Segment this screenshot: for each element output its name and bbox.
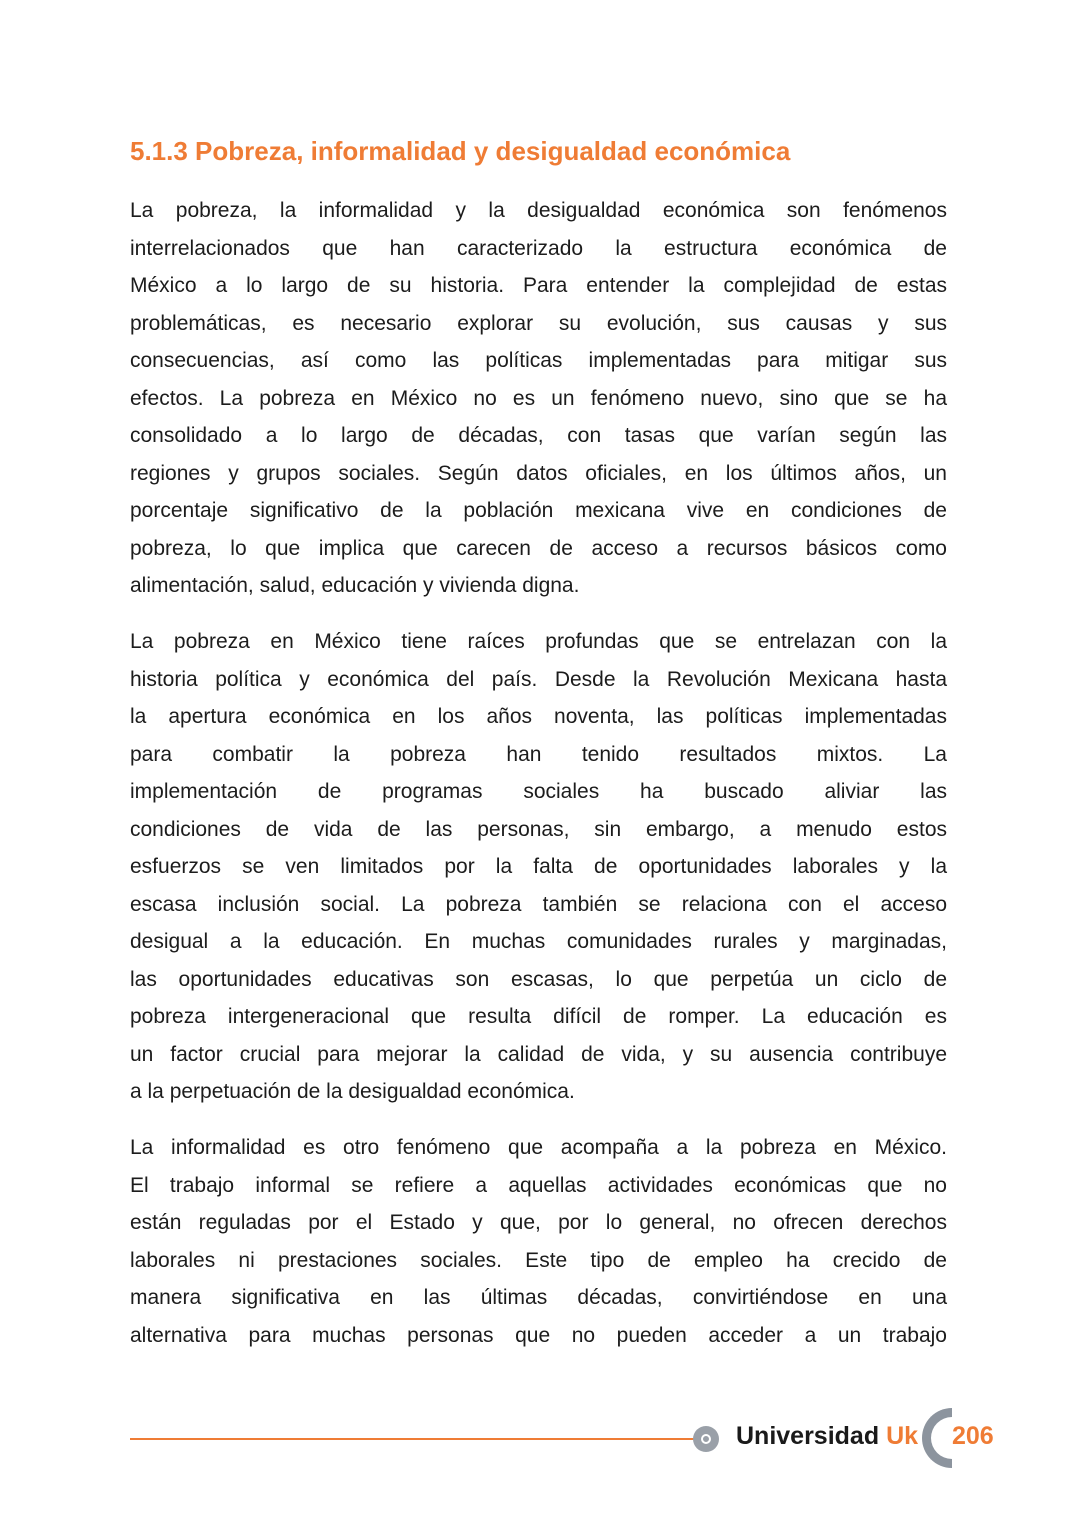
page-number: 206: [952, 1422, 994, 1450]
footer-circle-icon: [693, 1426, 719, 1452]
text-line: pobreza intergeneracional que resulta difícil de romper. La educación es: [130, 1005, 947, 1028]
text-line: para combatir la pobreza han tenido resultados mixtos. La: [130, 742, 947, 766]
text-line: efectos. La pobreza en México no es un fenómeno nuevo, sino que se ha: [130, 386, 947, 410]
text-line: interrelacionados que han caracterizado la estructura económica de: [130, 236, 947, 260]
text-line: pobreza, lo que implica que carecen de acceso a recursos básicos como: [130, 536, 947, 560]
text-line: historia política y económica del país. Desde la Revolución Mexicana hasta: [130, 667, 947, 691]
text-line: la apertura económica en los años noventa, las políticas implementadas: [130, 705, 947, 728]
text-line: condiciones de vida de las personas, sin embargo, a menudo estos: [130, 817, 947, 841]
text-line: a la perpetuación de la desigualdad económica.: [130, 1080, 575, 1103]
text-line: El trabajo informal se refiere a aquellas actividades económicas que no: [130, 1173, 947, 1197]
text-line: México a lo largo de su historia. Para entender la complejidad de estas: [130, 274, 947, 297]
text-line: implementación de programas sociales ha buscado aliviar las: [130, 780, 947, 803]
text-line: están reguladas por el Estado y que, por lo general, no ofrecen derechos: [130, 1211, 947, 1234]
text-line: desigual a la educación. En muchas comunidades rurales y marginadas,: [130, 930, 947, 953]
text-line: alternativa para muchas personas que no pueden acceder a un trabajo: [130, 1323, 947, 1347]
text-line: La informalidad es otro fenómeno que acompaña a la pobreza en México.: [130, 1136, 947, 1159]
footer-brand: [736, 1422, 918, 1451]
text-line: La pobreza en México tiene raíces profundas que se entrelazan con la: [130, 630, 947, 653]
text-line: consecuencias, así como las políticas implementadas para mitigar sus: [130, 349, 947, 372]
paragraph-3: [130, 1129, 947, 1354]
text-line: La pobreza, la informalidad y la desigualdad económica son fenómenos: [130, 199, 947, 222]
text-line: un factor crucial para mejorar la calidad de vida, y su ausencia contribuye: [130, 1042, 947, 1066]
brand-suffix: Uk: [886, 1422, 919, 1450]
text-line: porcentaje significativo de la población mexicana vive en condiciones de: [130, 499, 947, 522]
text-line: problemáticas, es necesario explorar su evolución, sus causas y sus: [130, 311, 947, 335]
brand-name: Universidad: [736, 1422, 880, 1450]
text-line: esfuerzos se ven limitados por la falta de oportunidades laborales y la: [130, 855, 947, 878]
paragraph-1: [130, 192, 947, 605]
text-line: laborales ni prestaciones sociales. Este tipo de empleo ha crecido de: [130, 1248, 947, 1272]
section-heading: 5.1.3 Pobreza, informalidad y desigualdad económica: [130, 136, 791, 166]
text-line: consolidado a lo largo de décadas, con tasas que varían según las: [130, 424, 947, 447]
text-line: regiones y grupos sociales. Según datos oficiales, en los últimos años, un: [130, 461, 947, 485]
footer-divider: [130, 1438, 696, 1440]
text-line: las oportunidades educativas son escasas, lo que perpetúa un ciclo de: [130, 967, 947, 991]
text-line: manera significativa en las últimas décadas, convirtiéndose en una: [130, 1286, 947, 1309]
text-line: alimentación, salud, educación y vivienda digna.: [130, 574, 580, 597]
paragraph-2: [130, 623, 947, 1111]
text-line: escasa inclusión social. La pobreza también se relaciona con el acceso: [130, 892, 947, 916]
